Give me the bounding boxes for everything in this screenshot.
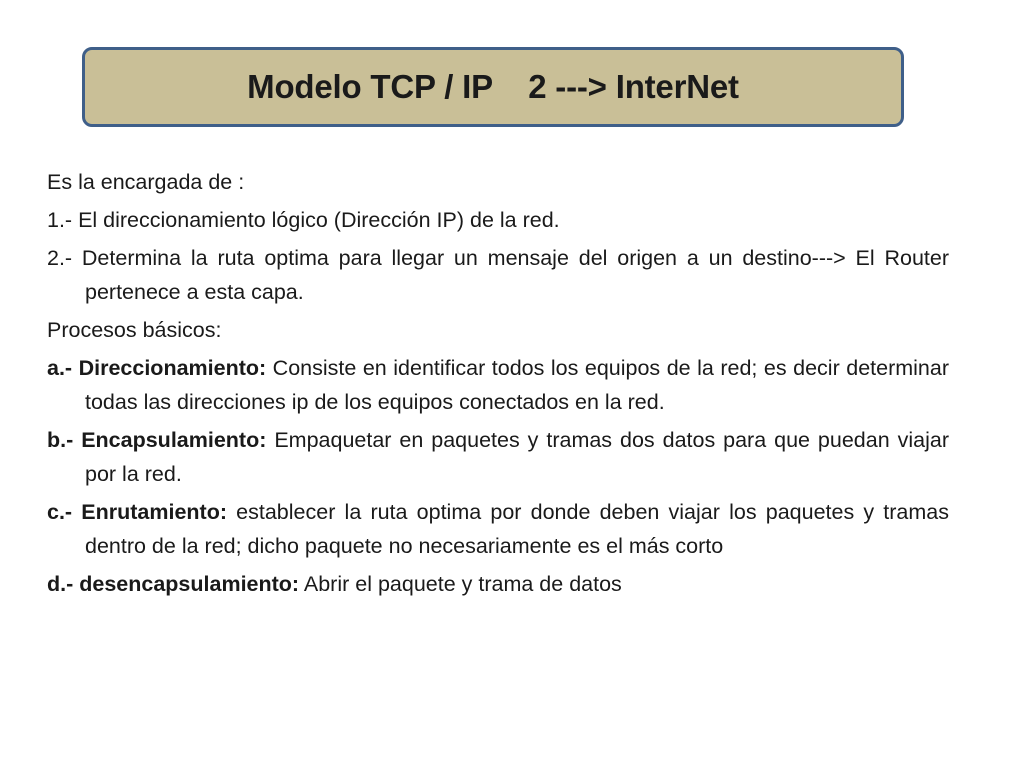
proceso-a-text: Consiste en identificar todos los equipos de la red; es decir determinar todas las direcciones ip de los equipos conectados en la red. xyxy=(85,356,949,414)
list-item-1: 1.- El direccionamiento lógico (Dirección IP) de la red. xyxy=(47,208,560,232)
list-item-2: 2.- Determina la ruta optima para llegar un mensaje del origen a un destino---> El Router pertenece a esta capa. xyxy=(47,246,949,304)
proceso-b-text: Empaquetar en paquetes y tramas dos datos para que puedan viajar por la red. xyxy=(85,428,949,486)
proceso-a xyxy=(47,351,949,419)
proceso-d xyxy=(47,567,949,601)
title-box xyxy=(82,47,904,127)
proceso-c-text: establecer la ruta optima por donde deben viajar los paquetes y tramas dentro de la red; dicho paquete no necesariamente es el más corto xyxy=(85,500,950,558)
intro-text: Es la encargada de : xyxy=(47,170,245,194)
slide-body xyxy=(47,165,949,605)
proceso-c xyxy=(47,495,949,563)
proceso-a-label: a.- Direccionamiento: xyxy=(47,356,267,380)
procesos-heading: Procesos básicos: xyxy=(47,318,222,342)
proceso-b xyxy=(47,423,949,491)
proceso-c-label: c.- Enrutamiento: xyxy=(47,500,227,524)
proceso-b-label: b.- Encapsulamiento: xyxy=(47,428,267,452)
proceso-d-text: Abrir el paquete y trama de datos xyxy=(299,572,622,596)
slide-title: Modelo TCP / IP 2 ---> InterNet xyxy=(247,68,739,105)
proceso-d-label: d.- desencapsulamiento: xyxy=(47,572,300,596)
